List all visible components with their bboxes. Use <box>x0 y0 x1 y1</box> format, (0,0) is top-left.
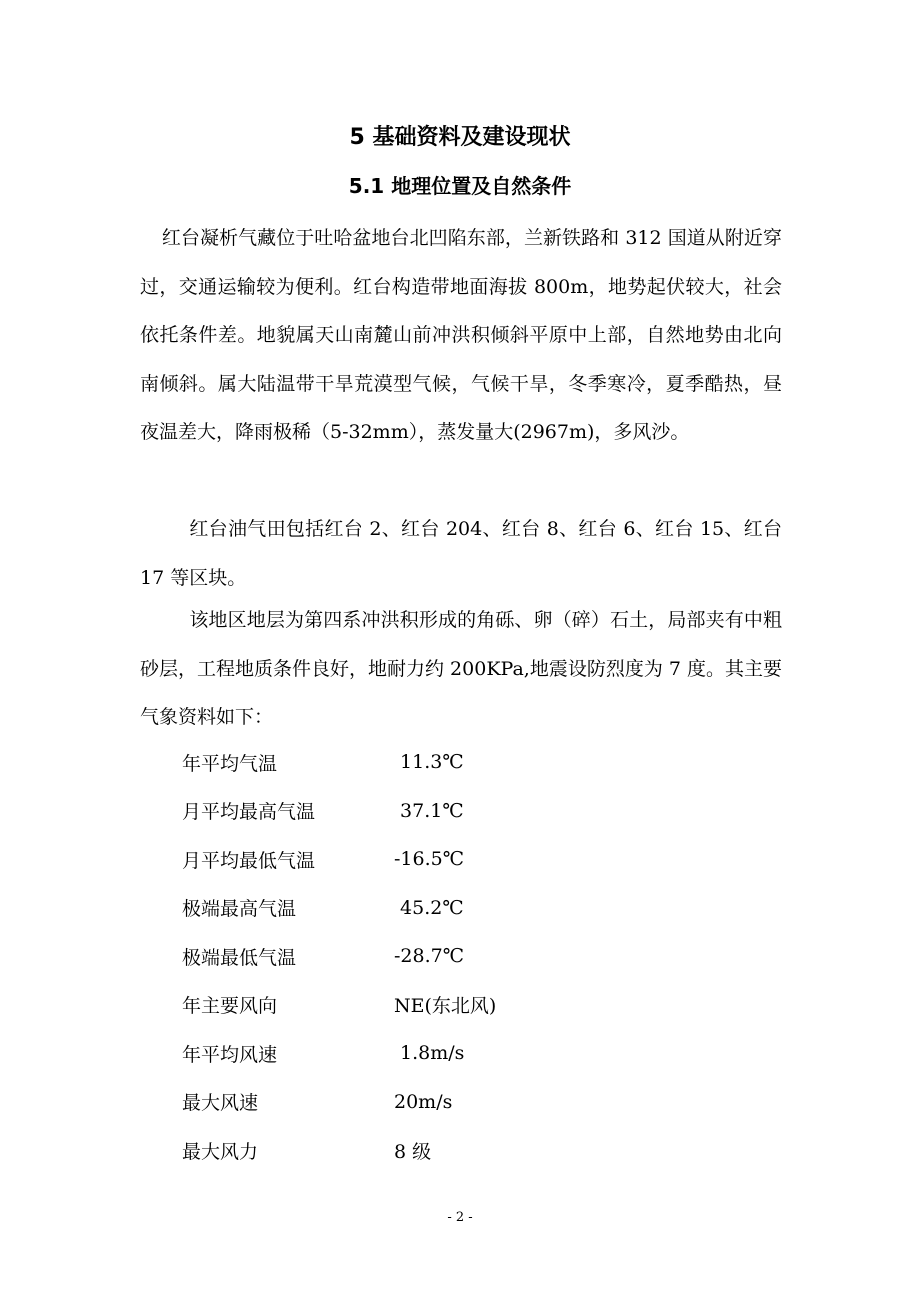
table-row <box>182 1078 594 1127</box>
weather-value: 1.8m/s <box>394 1042 465 1065</box>
paragraph-location-climate: 红台凝析气藏位于吐哈盆地台北凹陷东部，兰新铁路和 312 国道从附近穿过，交通运输较为便利。红台构造带地面海拔 800m，地势起伏较大，社会依托条件差。地貌属天山南麓山前冲洪积倾斜平原中上部，自然地势由北向南倾斜。属大陆温带干旱荒漠型气候，气候干旱，冬季寒冷，夏季酷热，昼夜温差大，降雨极稀（5-32mm），蒸发量大(2967m)，多风沙。 <box>140 227 782 443</box>
paragraph-blocks: 红台油气田包括红台 2、红台 204、红台 8、红台 6、红台 15、红台 17 等区块。 <box>140 518 782 589</box>
table-row <box>182 1029 594 1078</box>
weather-value: -28.7℃ <box>394 945 464 968</box>
weather-label: 极端最低气温 <box>182 946 297 969</box>
weather-value: 45.2℃ <box>394 896 464 919</box>
paragraph-geology: 该地区地层为第四系冲洪积形成的角砾、卵（碎）石土，局部夹有中粗砂层，工程地质条件良好，地耐力约 200KPa,地震设防烈度为 7 度。其主要气象资料如下： <box>140 609 782 728</box>
weather-value: 11.3℃ <box>394 751 464 774</box>
weather-label: 极端最高气温 <box>182 898 297 921</box>
weather-data-table <box>182 738 594 1175</box>
weather-value: 37.1℃ <box>394 799 464 822</box>
weather-label: 最大风速 <box>182 1092 259 1115</box>
weather-label: 月平均最高气温 <box>182 801 316 824</box>
page-number: - 2 - <box>447 1210 473 1225</box>
table-row <box>182 884 594 933</box>
weather-label: 年平均气温 <box>182 752 278 775</box>
table-row <box>182 932 594 981</box>
table-row <box>182 835 594 884</box>
weather-value: -16.5℃ <box>394 848 464 871</box>
weather-value: NE(东北风) <box>394 995 497 1018</box>
weather-label: 年主要风向 <box>182 995 278 1018</box>
table-row <box>182 1126 594 1175</box>
section-title: 5.1 地理位置及自然条件 <box>348 174 572 198</box>
weather-value: 8 级 <box>394 1140 432 1163</box>
weather-value: 20m/s <box>394 1090 453 1113</box>
weather-label: 月平均最低气温 <box>182 849 316 872</box>
table-row <box>182 787 594 836</box>
weather-label: 年平均风速 <box>182 1043 278 1066</box>
table-row <box>182 981 594 1030</box>
weather-label: 最大风力 <box>182 1140 259 1163</box>
chapter-title: 5 基础资料及建设现状 <box>349 125 571 150</box>
table-row <box>182 738 594 787</box>
